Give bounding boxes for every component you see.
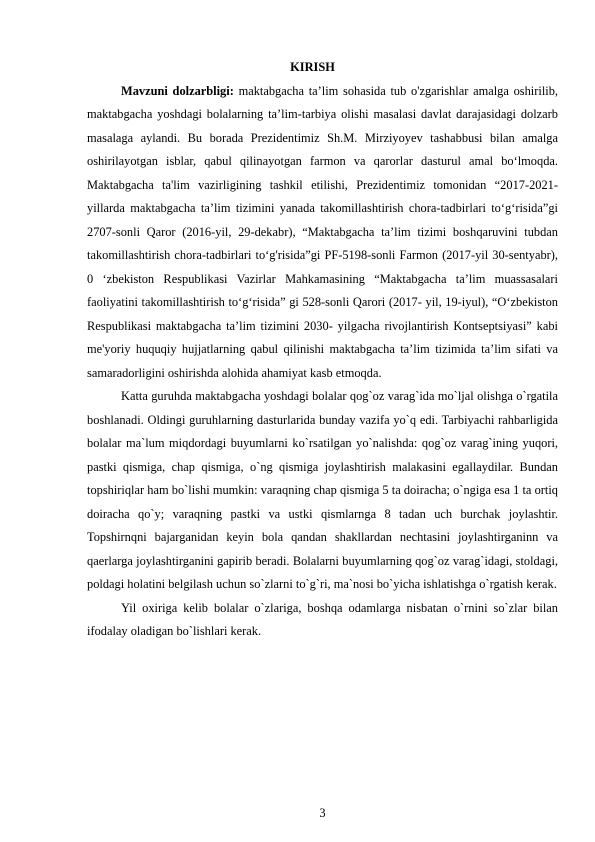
- page-number: 3: [319, 806, 326, 820]
- paragraph-orientation: Katta guruhda maktabgacha yoshdagi bolalar qog`oz varag`ida mo`ljal olishga o`rgatila boshlanadi. Oldingi guruhlarning dasturlarida bunday vazifa yo`q edi. Tarbiyachi rahbarligida bolalar ma`lum miqdordagi buyumlarni ko`rsatilgan yo`nalishda: qog`oz varag`ining yuqori, pastki qismiga, chap qismiga, o`ng qismiga joylashtirish malakasini egallaydilar. Bundan topshiriqlar ham bo`lishi mumkin: varaqning chap qismiga 5 ta doiracha; o`ngiga esa 1 ta ortiq doiracha qo`y; varaqning pastki va ustki qismlarnga 8 tadan uch burchak joylashtir. Topshirnqni bajarganidan keyin bola qandan shakllardan nechtasini joylashtirganinn va qaerlarga joylashtirganini gapirib beradi. Bolalarni buyumlarning qog`oz varag`idagi, stoldagi, poldagi holatini belgilash uchun so`zlarni to`g`ri, ma`nosi bo`yicha ishlatishga o`rgatish kerak.: [87, 389, 558, 591]
- relevance-text: maktabgacha ta’lim sohasida tub o'zgarishlar amalga oshirilib, maktabgacha yoshdagi bolalarning ta’lim-tarbiya olishi masalasi davlat darajasidagi dolzarb masalaga aylandi. Bu borada Prezidentimiz Sh.M. Mirziyoyev tashabbusi bilan amalga oshirilayotgan isblar, qabul qilinayotgan farmon va qarorlar dasturul amal bo‘lmoqda. Maktabgacha ta'lim vazirligining tashkil etilishi, Prezidentimiz tomonidan “2017-2021-yillarda maktabgacha ta’lim tizimini yanada takomillashtirish chora-tadbirlari to‘g‘risida”gi 2707-sonli Qaror (2016-yil, 29-dekabr), “Maktabgacha ta’lim tizimi boshqaruvini tubdan takomillashtirish chora-tadbirlari to‘g'risida”gi PF-5198-sonli Farmon (2017-yil 30-sentyabr), 0 ‘zbekiston Respublikasi Vazirlar Mahkamasining “Maktabgacha ta’lim muassasalari faoliyatini takomillashtirish to‘g‘risida” gi 528-sonli Qarori (2017- yil, 19-iyul), “O‘zbekiston Respublikasi maktabgacha ta’lim tizimini 2030- yilgacha rivojlantirish Kontseptsiyasi” kabi me'yoriy huquqiy hujjatlarning qabul qilinishi maktabgacha ta’lim tizimida ta’lim sifati va samaradorligini oshirishda alohida ahamiyat kasb etmoqda.: [87, 83, 558, 380]
- paragraph-year-end: Yil oxiriga kelib bolalar o`zlariga, boshqa odamlarga nisbatan o`rnini so`zlar bilan ifodalay oladigan bo`lishlari kerak.: [87, 600, 558, 638]
- paragraph-relevance: [87, 80, 558, 386]
- relevance-lead: Mavzuni dolzarbligi:: [121, 83, 234, 98]
- page-title: KIRISH: [290, 60, 335, 74]
